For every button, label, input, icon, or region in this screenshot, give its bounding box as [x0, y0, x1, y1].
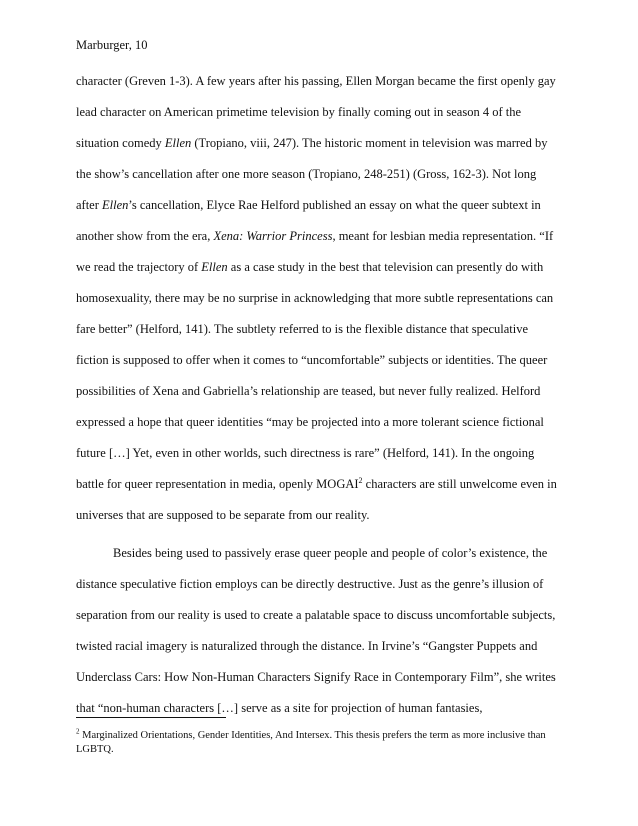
text-run: characters are still unwelcome even in — [362, 477, 557, 491]
body-line: universes that are supposed to be separate from our reality. — [76, 508, 370, 522]
body-line — [76, 228, 553, 244]
body-line: lead character on American primetime television by finally coming out in season 4 of the — [76, 105, 522, 119]
body-line — [76, 476, 557, 492]
body-line: separation from our reality is used to create a palatable space to discuss uncomfortable subjects, — [76, 608, 556, 622]
body-line: distance speculative fiction employs can be directly destructive. Just as the genre’s illusion of — [76, 577, 544, 591]
text-run: ’s cancellation, Elyce Rae Helford published an essay on what the queer subtext in — [128, 198, 541, 212]
italic-title: Ellen — [201, 260, 228, 274]
italic-title: Ellen — [102, 198, 129, 212]
text-run: situation comedy — [76, 136, 165, 150]
body-line: expressed a hope that queer identities “may be projected into a more tolerant science fictional — [76, 415, 544, 429]
text-run: (Tropiano, viii, 247). The historic moment in television was marred by — [191, 136, 548, 150]
body-line — [76, 259, 543, 275]
text-run: as a case study in the best that television can presently do with — [227, 260, 544, 274]
body-line: Underclass Cars: How Non-Human Characters Signify Race in Contemporary Film”, she writes — [76, 670, 556, 684]
footnote-text: Marginalized Orientations, Gender Identities, And Intersex. This thesis prefers the term as more inclusive than — [79, 730, 546, 741]
footnote-line: LGBTQ. — [76, 744, 114, 755]
text-run: we read the trajectory of — [76, 260, 202, 274]
italic-title: Xena: Warrior Princess — [213, 229, 333, 243]
body-line — [76, 197, 541, 213]
running-header: Marburger, 10 — [76, 38, 148, 52]
footnote-separator — [76, 717, 226, 718]
body-line — [76, 135, 547, 151]
body-line: the show’s cancellation after one more season (Tropiano, 248-251) (Gross, 162-3). Not long — [76, 167, 537, 181]
footnote-line — [76, 729, 546, 742]
body-line: twisted racial imagery is naturalized through the distance. In Irvine’s “Gangster Puppets and — [76, 639, 538, 653]
body-line: Besides being used to passively erase queer people and people of color’s existence, the — [113, 546, 548, 560]
text-run: battle for queer representation in media, openly MOGAI — [76, 477, 359, 491]
body-line: fiction is supposed to offer when it comes to “uncomfortable” subjects or identities. The queer — [76, 353, 548, 367]
body-line: possibilities of Xena and Gabriella’s relationship are teased, but never fully realized. Helford — [76, 384, 541, 398]
italic-title: Ellen — [164, 136, 192, 150]
body-line: that “non-human characters […] serve as a site for projection of human fantasies, — [76, 701, 483, 715]
footnote-reference: 2 — [358, 475, 363, 485]
text-run: , meant for lesbian media representation. “If — [332, 229, 554, 243]
body-line: character (Greven 1-3). A few years after his passing, Ellen Morgan became the first openly gay — [76, 74, 556, 88]
text-run: another show from the era, — [76, 229, 214, 243]
body-line: future […] Yet, even in other worlds, such directness is rare” (Helford, 141). In the ongoing — [76, 446, 535, 460]
footnote-marker: 2 — [76, 727, 80, 736]
body-line: homosexuality, there may be no surprise in acknowledging that more subtle representations can — [76, 291, 554, 305]
text-run: after — [76, 198, 103, 212]
body-line: fare better” (Helford, 141). The subtlety referred to is the flexible distance that speculative — [76, 322, 529, 336]
